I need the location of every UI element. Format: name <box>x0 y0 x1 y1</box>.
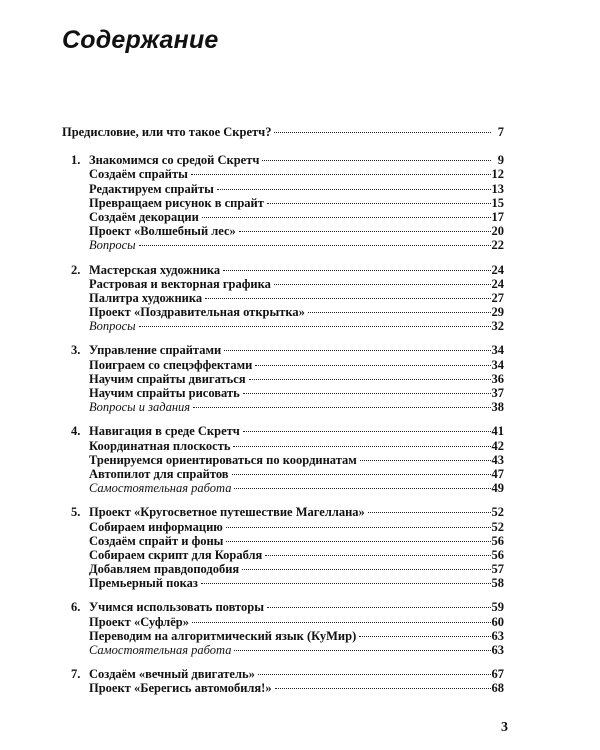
toc-subitem-row[interactable] <box>62 453 504 467</box>
subitem-title: Создаём спрайт и фоны <box>89 533 224 548</box>
dot-leader <box>193 407 490 408</box>
chapter-title: Управление спрайтами <box>89 343 222 358</box>
subitem-title: Научим спрайты рисовать <box>89 386 240 400</box>
page-number: 22 <box>491 238 504 253</box>
dot-leader <box>243 431 491 432</box>
page-title: Содержание <box>62 26 219 54</box>
subitem-title: Научим спрайты двигаться <box>89 371 246 386</box>
toc-subitem-row[interactable] <box>62 520 504 534</box>
page-number: 63 <box>491 643 504 657</box>
dot-leader <box>274 132 491 133</box>
dot-leader <box>275 688 491 689</box>
page-number: 24 <box>491 262 504 277</box>
page-number: 29 <box>491 305 504 320</box>
chapter-title: Знакомимся со средой Скретч <box>89 153 260 168</box>
dot-leader <box>202 217 491 218</box>
page-number: 47 <box>491 466 504 481</box>
chapter-heading-row[interactable] <box>62 263 504 277</box>
dot-leader <box>274 284 491 285</box>
subitem-title: Растровая и векторная графика <box>89 276 271 291</box>
toc-subitem-row[interactable] <box>62 481 504 495</box>
preface-title: Предисловие, или что такое Скретч? <box>62 125 272 139</box>
toc-subitem-row[interactable] <box>62 210 504 224</box>
chapter-heading-row[interactable] <box>62 424 504 438</box>
toc-subitem-row[interactable] <box>62 562 504 576</box>
subitem-title: Редактируем спрайты <box>89 181 214 196</box>
subitem-title: Премьерный показ <box>89 576 198 591</box>
chapter-number: 6. <box>71 600 81 615</box>
page-number: 27 <box>491 290 504 305</box>
chapter-section <box>62 343 504 414</box>
toc-subitem-row[interactable] <box>62 238 504 252</box>
chapter-title: Проект «Кругосветное путешествие Магеллана» <box>89 505 365 520</box>
page-number: 42 <box>491 438 504 453</box>
subitem-title: Вопросы и задания <box>89 400 191 415</box>
dot-leader <box>223 270 490 271</box>
page-number: 41 <box>491 424 504 439</box>
chapter-number: 2. <box>71 262 81 277</box>
toc-subitem-row[interactable] <box>62 548 504 562</box>
chapter-heading-row[interactable] <box>62 505 504 519</box>
dot-leader <box>201 583 491 584</box>
page-number: 56 <box>491 547 504 562</box>
toc-subitem-row[interactable] <box>62 167 504 181</box>
dot-leader <box>267 607 491 608</box>
toc-subitem-row[interactable] <box>62 534 504 548</box>
page-number: 67 <box>491 667 504 682</box>
chapter-title: Навигация в среде Скретч <box>89 424 240 439</box>
dot-leader <box>192 622 491 623</box>
dot-leader <box>258 674 491 675</box>
dot-leader <box>233 446 490 447</box>
page-number: 7 <box>497 125 504 139</box>
dot-leader <box>267 203 491 204</box>
chapter-section <box>62 505 504 590</box>
subitem-title: Проект «Берегись автомобиля!» <box>89 681 272 696</box>
subitem-title: Палитра художника <box>89 290 203 305</box>
subitem-title: Проект «Волшебный лес» <box>89 224 236 239</box>
page-number: 15 <box>491 195 504 210</box>
toc-subitem-row[interactable] <box>62 182 504 196</box>
dot-leader <box>139 326 491 327</box>
chapter-number: 5. <box>71 505 81 520</box>
dot-leader <box>232 474 491 475</box>
chapter-section <box>62 263 504 334</box>
dot-leader <box>205 298 490 299</box>
toc-subitem-row[interactable] <box>62 629 504 643</box>
dot-leader <box>191 174 491 175</box>
subitem-title: Проект «Поздравительная открытка» <box>89 305 305 320</box>
dot-leader <box>360 460 491 461</box>
page-number: 38 <box>491 400 504 415</box>
dot-leader <box>217 189 491 190</box>
toc-subitem-row[interactable] <box>62 643 504 657</box>
dot-leader <box>308 312 491 313</box>
page-number: 52 <box>491 505 504 520</box>
chapter-section <box>62 667 504 695</box>
subitem-title: Тренируемся ориентироваться по координатам <box>89 452 357 467</box>
toc-subitem-row[interactable] <box>62 400 504 414</box>
toc-subitem-row[interactable] <box>62 386 504 400</box>
chapter-list <box>62 153 504 695</box>
dot-leader <box>139 245 491 246</box>
page-number: 37 <box>491 386 504 400</box>
page-number: 13 <box>491 181 504 196</box>
subitem-title: Создаём декорации <box>89 209 199 224</box>
chapter-number: 1. <box>71 153 81 168</box>
dot-leader <box>224 350 490 351</box>
dot-leader <box>255 365 490 366</box>
chapter-title: Учимся использовать повторы <box>89 600 264 615</box>
dot-leader <box>234 488 490 489</box>
page-number: 58 <box>491 576 504 591</box>
page-number: 52 <box>491 519 504 534</box>
toc-subitem-row[interactable] <box>62 291 504 305</box>
page-number: 60 <box>491 614 504 629</box>
toc-subitem-row[interactable] <box>62 372 504 386</box>
page-number: 43 <box>491 452 504 467</box>
toc-subitem-row[interactable] <box>62 439 504 453</box>
dot-leader <box>249 379 491 380</box>
chapter-number: 7. <box>71 667 81 682</box>
chapter-heading-row[interactable] <box>62 667 504 681</box>
subitem-title: Собираем скрипт для Корабля <box>89 547 263 562</box>
page-number: 12 <box>491 167 504 182</box>
toc-subitem-row[interactable] <box>62 196 504 210</box>
chapter-section <box>62 424 504 495</box>
page-number: 36 <box>491 371 504 386</box>
dot-leader <box>226 541 490 542</box>
page-number: 34 <box>491 343 504 358</box>
chapter-heading-row[interactable] <box>62 600 504 614</box>
dot-leader <box>242 569 490 570</box>
folio-page-number: 3 <box>501 720 508 735</box>
chapter-heading-row[interactable] <box>62 153 504 167</box>
toc-subitem-row[interactable] <box>62 358 504 372</box>
toc-subitem-row[interactable] <box>62 576 504 590</box>
dot-leader <box>234 650 490 651</box>
toc-row[interactable] <box>62 125 504 139</box>
dot-leader <box>265 555 490 556</box>
toc-subitem-row[interactable] <box>62 319 504 333</box>
dot-leader <box>243 393 491 394</box>
toc-subitem-row[interactable] <box>62 305 504 319</box>
dot-leader <box>239 231 491 232</box>
page-number: 20 <box>491 224 504 239</box>
preface-entry <box>62 125 504 139</box>
dot-leader <box>226 527 491 528</box>
subitem-title: Вопросы <box>89 238 136 253</box>
dot-leader <box>262 160 491 161</box>
subitem-title: Переводим на алгоритмический язык (КуМир) <box>89 628 357 643</box>
chapter-heading-row[interactable] <box>62 343 504 357</box>
subitem-title: Собираем информацию <box>89 519 223 534</box>
subitem-title: Автопилот для спрайтов <box>89 466 229 481</box>
chapter-section <box>62 153 504 252</box>
page-number: 59 <box>491 600 504 615</box>
page-number: 9 <box>497 153 504 168</box>
subitem-title: Координатная плоскость <box>89 438 231 453</box>
dot-leader <box>368 512 491 513</box>
page-number: 24 <box>491 276 504 291</box>
subitem-title: Создаём спрайты <box>89 167 188 182</box>
toc-subitem-row[interactable] <box>62 224 504 238</box>
toc-subitem-row[interactable] <box>62 615 504 629</box>
subitem-title: Вопросы <box>89 319 136 334</box>
page-number: 57 <box>491 562 504 577</box>
page-number: 32 <box>491 319 504 334</box>
dot-leader <box>359 636 490 637</box>
page-number: 34 <box>491 357 504 372</box>
page-number: 68 <box>491 681 504 696</box>
page-number: 49 <box>491 481 504 496</box>
subitem-title: Поиграем со спецэффектами <box>89 357 253 372</box>
chapter-number: 4. <box>71 424 81 439</box>
subitem-title: Самостоятельная работа <box>89 643 232 657</box>
subitem-title: Добавляем правдоподобия <box>89 562 240 577</box>
toc-subitem-row[interactable] <box>62 681 504 695</box>
chapter-section <box>62 600 504 657</box>
chapter-title: Создаём «вечный двигатель» <box>89 667 255 682</box>
subitem-title: Проект «Суфлёр» <box>89 614 189 629</box>
subitem-title: Самостоятельная работа <box>89 481 232 496</box>
page-number: 17 <box>491 209 504 224</box>
table-of-contents <box>62 125 504 706</box>
toc-subitem-row[interactable] <box>62 467 504 481</box>
page-number: 56 <box>491 533 504 548</box>
page-number: 63 <box>491 628 504 643</box>
subitem-title: Превращаем рисунок в спрайт <box>89 195 264 210</box>
chapter-title: Мастерская художника <box>89 262 221 277</box>
toc-subitem-row[interactable] <box>62 277 504 291</box>
chapter-number: 3. <box>71 343 81 358</box>
